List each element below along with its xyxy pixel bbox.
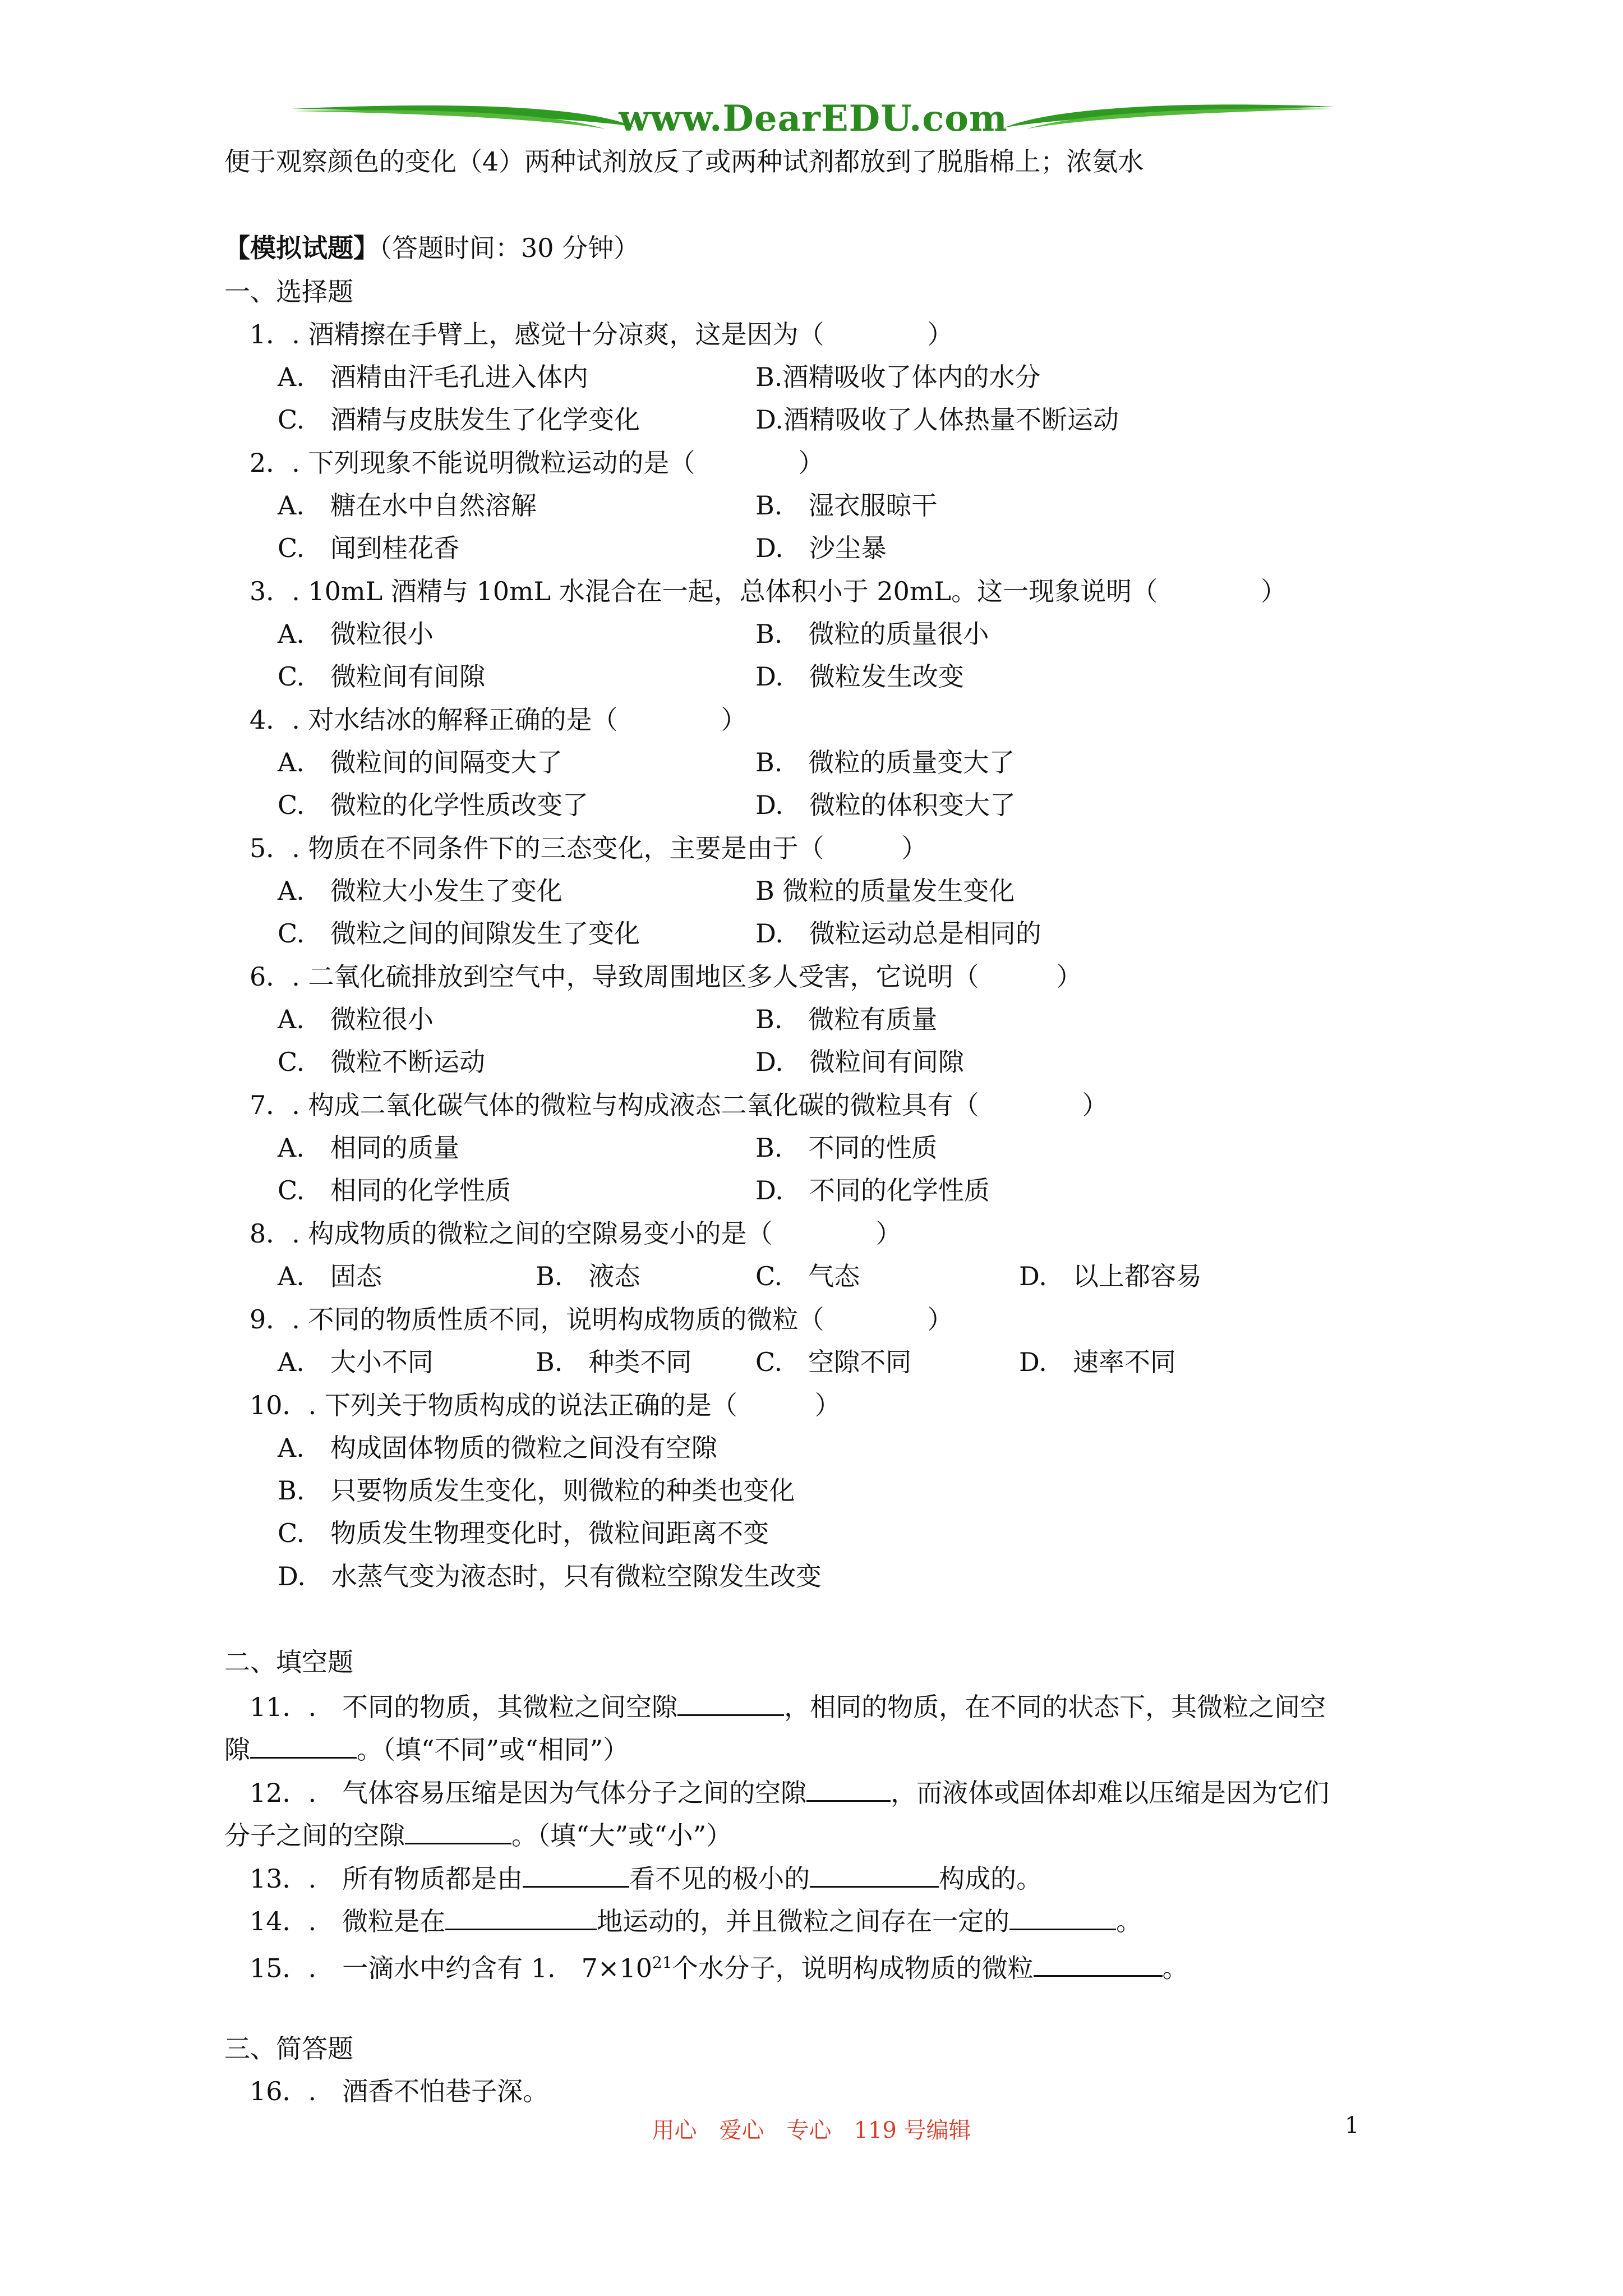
q10-option-b: B. 只要物质发生变化，则微粒的种类也变化 [278, 1475, 795, 1506]
q7-stem: 7．. 构成二氧化碳气体的微粒与构成液态二氧化碳的微粒具有（ ） [250, 1090, 1108, 1120]
q15-blank[interactable] [1034, 1949, 1163, 1977]
q4-option-a: A. 微粒间的间隔变大了 [278, 747, 562, 777]
section-label: 【模拟试题】 [224, 233, 379, 263]
q2-stem: 2．. 下列现象不能说明微粒运动的是（ ） [250, 448, 824, 478]
q6-option-b: B. 微粒有质量 [755, 1004, 938, 1034]
q6-option-d: D. 微粒间有间隙 [755, 1047, 964, 1077]
q8-option-b: B. 液态 [536, 1261, 640, 1291]
q12-text-c: 分子之间的空隙 [224, 1820, 405, 1851]
q11-text-d: 。（填“不同”或“相同”） [357, 1734, 629, 1765]
q11-line2 [224, 1731, 629, 1766]
q13-line [250, 1860, 1042, 1895]
q3-option-a: A. 微粒很小 [278, 619, 434, 649]
q14-line [250, 1903, 1142, 1938]
q13-blank-1[interactable] [523, 1860, 629, 1888]
q4-option-b: B. 微粒的质量变大了 [755, 747, 1015, 777]
q2-option-a: A. 糖在水中自然溶解 [278, 490, 537, 521]
q9-option-d: D. 速率不同 [1019, 1347, 1176, 1377]
q10-option-c: C. 物质发生物理变化时，微粒间距离不变 [278, 1518, 769, 1548]
q2-option-b: B. 湿衣服晾干 [755, 490, 938, 521]
q11-blank-2[interactable] [250, 1731, 357, 1759]
q5-stem: 5．. 物质在不同条件下的三态变化，主要是由于（ ） [250, 833, 928, 863]
q12-text-b: ，而液体或固体却难以压缩是因为它们 [891, 1778, 1330, 1808]
q6-option-c: C. 微粒不断运动 [278, 1047, 486, 1077]
q10-stem: 10．. 下列关于物质构成的说法正确的是（ ） [250, 1390, 841, 1420]
q5-option-b: B 微粒的质量发生变化 [755, 876, 1015, 906]
section-time: （答题时间：30 分钟） [379, 233, 640, 263]
part3-title: 三、简答题 [224, 2033, 353, 2064]
q9-option-a: A. 大小不同 [278, 1347, 434, 1377]
q12-line2 [224, 1817, 732, 1852]
q6-option-a: A. 微粒很小 [278, 1004, 434, 1034]
q15-text-b: 个水分子，说明构成物质的微粒 [672, 1953, 1034, 1984]
q4-option-d: D. 微粒的体积变大了 [755, 790, 1016, 820]
page-number: 1 [1345, 2113, 1359, 2138]
q12-line1 [250, 1774, 1329, 1810]
q8-stem: 8．. 构成物质的微粒之间的空隙易变小的是（ ） [250, 1218, 902, 1249]
q16-stem: 16．. 酒香不怕巷子深。 [250, 2076, 549, 2106]
q1-option-d: D.酒精吸收了人体热量不断运动 [755, 404, 1119, 435]
q11-line1 [250, 1688, 1326, 1724]
q5-option-d: D. 微粒运动总是相同的 [755, 918, 1041, 949]
q12-blank-2[interactable] [405, 1817, 511, 1844]
page-footer: 用心 爱心 专心 119 号编辑 [652, 2118, 971, 2143]
q11-text-a: 11．. 不同的物质，其微粒之间空隙 [250, 1692, 678, 1722]
q3-option-b: B. 微粒的质量很小 [755, 619, 989, 649]
part1-title: 一、选择题 [224, 277, 353, 307]
q14-text-b: 地运动的，并且微粒之间存在一定的 [597, 1906, 1010, 1936]
q14-blank-1[interactable] [445, 1903, 597, 1930]
q8-option-a: A. 固态 [278, 1261, 382, 1291]
q9-option-b: B. 种类不同 [536, 1347, 692, 1377]
q12-blank-1[interactable] [806, 1774, 891, 1802]
q14-blank-2[interactable] [1009, 1903, 1116, 1930]
site-url: www.DearEDU.com [619, 98, 1008, 140]
q11-text-c: 隙 [224, 1734, 250, 1765]
section-title [224, 231, 639, 265]
q7-option-b: B. 不同的性质 [755, 1133, 938, 1163]
q13-text-b: 看不见的极小的 [629, 1864, 810, 1894]
q15-exponent: 21 [652, 1953, 672, 1972]
q1-option-b: B.酒精吸收了体内的水分 [755, 362, 1041, 392]
q1-option-c: C. 酒精与皮肤发生了化学变化 [278, 404, 640, 435]
q3-option-c: C. 微粒间有间隙 [278, 661, 486, 692]
part2-title: 二、填空题 [224, 1647, 353, 1677]
q15-line [250, 1946, 1188, 1985]
q5-option-a: A. 微粒大小发生了变化 [278, 876, 562, 906]
q12-text-d: 。（填“大”或“小”） [511, 1820, 732, 1851]
q13-text-c: 构成的。 [939, 1864, 1043, 1894]
q1-option-a: A. 酒精由汗毛孔进入体内 [278, 362, 588, 392]
q9-option-c: C. 空隙不同 [755, 1347, 912, 1377]
q13-blank-2[interactable] [810, 1860, 939, 1888]
q3-stem: 3．. 10mL 酒精与 10mL 水混合在一起，总体积小于 20mL。这一现象说明（ ） [250, 576, 1287, 606]
q7-option-c: C. 相同的化学性质 [278, 1175, 511, 1205]
q7-option-d: D. 不同的化学性质 [755, 1175, 990, 1205]
q8-option-c: C. 气态 [755, 1261, 860, 1291]
q12-text-a: 12．. 气体容易压缩是因为气体分子之间的空隙 [250, 1778, 807, 1808]
q11-text-b: ，相同的物质，在不同的状态下，其微粒之间空 [784, 1692, 1326, 1722]
q15-text-c: 。 [1162, 1953, 1188, 1984]
q8-option-d: D. 以上都容易 [1019, 1261, 1202, 1291]
q14-text-a: 14．. 微粒是在 [250, 1906, 446, 1936]
q6-stem: 6．. 二氧化硫排放到空气中，导致周围地区多人受害，它说明（ ） [250, 961, 1082, 992]
q13-text-a: 13．. 所有物质都是由 [250, 1864, 523, 1894]
q7-option-a: A. 相同的质量 [278, 1133, 459, 1163]
q4-stem: 4．. 对水结冰的解释正确的是（ ） [250, 705, 747, 735]
q10-option-d: D. 水蒸气变为液态时，只有微粒空隙发生改变 [278, 1561, 822, 1591]
q1-stem: 1．. 酒精擦在手臂上，感觉十分凉爽，这是因为（ ） [250, 319, 953, 349]
q3-option-d: D. 微粒发生改变 [755, 661, 964, 692]
q4-option-c: C. 微粒的化学性质改变了 [278, 790, 589, 820]
q2-option-c: C. 闻到桂花香 [278, 533, 460, 563]
q9-stem: 9．. 不同的物质性质不同，说明构成物质的微粒（ ） [250, 1304, 953, 1335]
q11-blank-1[interactable] [677, 1688, 784, 1716]
q14-text-c: 。 [1116, 1906, 1142, 1936]
q5-option-c: C. 微粒之间的间隙发生了变化 [278, 918, 640, 949]
q2-option-d: D. 沙尘暴 [755, 533, 887, 563]
intro-line: 便于观察颜色的变化（4）两种试剂放反了或两种试剂都放到了脱脂棉上；浓氨水 [224, 146, 1144, 177]
q10-option-a: A. 构成固体物质的微粒之间没有空隙 [278, 1433, 717, 1463]
q15-text-a: 15．. 一滴水中约含有 1. 7×10 [250, 1953, 653, 1984]
